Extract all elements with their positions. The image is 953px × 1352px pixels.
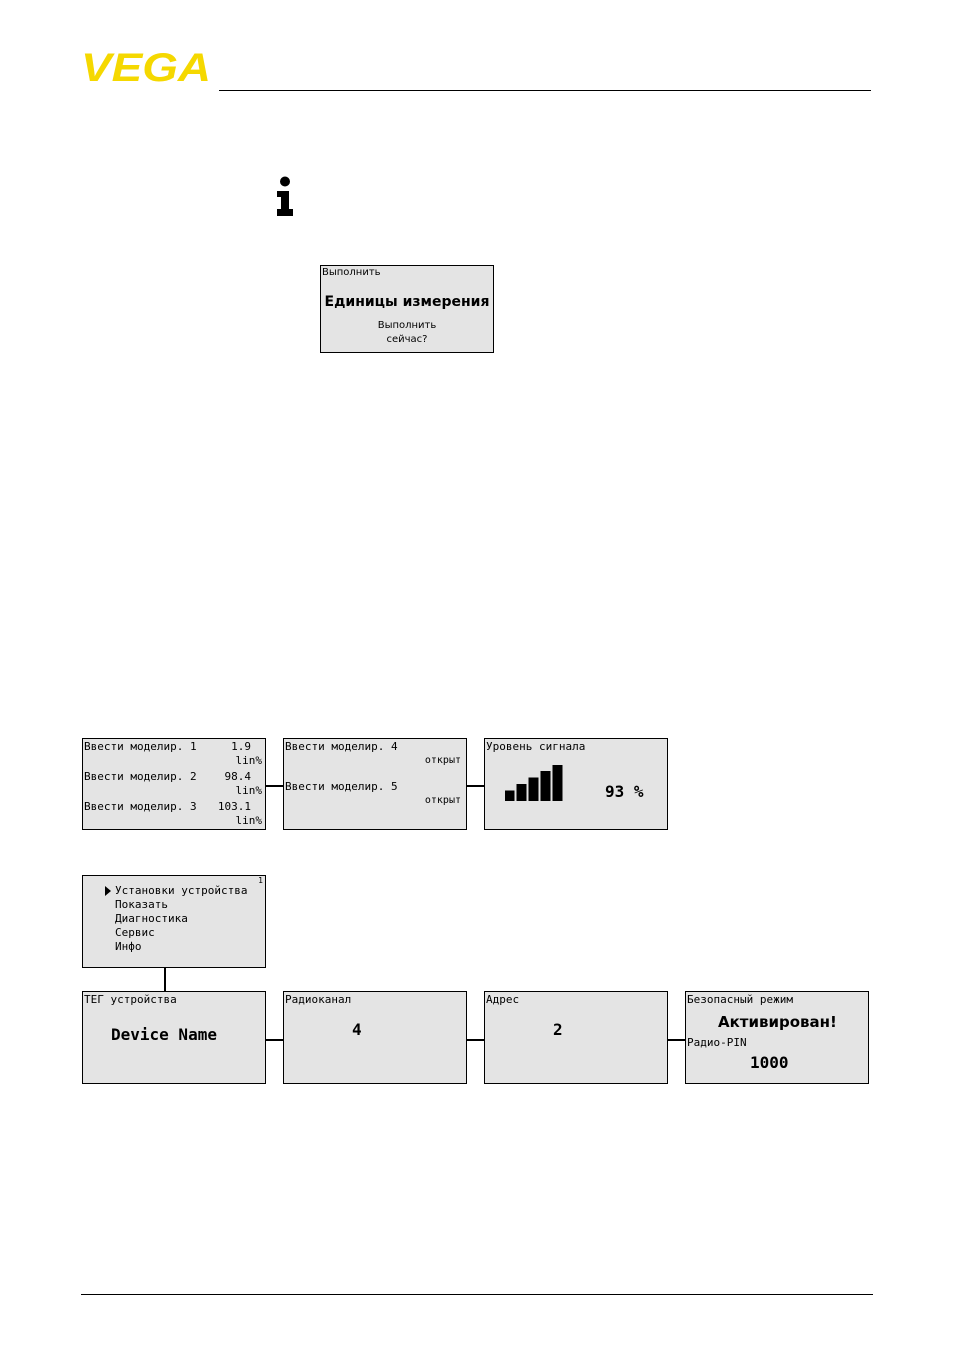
signal-title: Уровень сигнала [486,740,586,753]
vega-logo [81,50,211,84]
dialog-title: Единицы измерения [324,294,490,310]
signal-level-screen [484,738,668,830]
svg-text:VEGA: VEGA [81,50,211,84]
sim-row-5-status: открыт [424,795,461,806]
signal-value: 93 % [605,782,644,801]
safe-mode-title: Безопасный режим [687,993,793,1006]
sim-row-4-status: открыт [424,755,461,766]
menu-selection-arrow-icon [105,886,111,896]
connector [467,1039,484,1041]
device-tag-value: Device Name [111,1025,217,1044]
radio-pin-label: Радио-PIN [687,1036,747,1049]
confirm-dialog [320,265,494,353]
menu-item-display[interactable]: Показать [115,898,168,911]
address-screen [484,991,668,1084]
radio-channel-value: 4 [352,1020,362,1039]
connector [266,1039,283,1041]
signal-bar-3 [529,778,538,801]
device-tag-screen [82,991,266,1084]
safe-mode-status: Активирован! [718,1013,837,1031]
menu-item-diagnostics[interactable]: Диагностика [115,912,188,925]
sim-row-2-unit: lin% [235,784,262,797]
menu-item-service[interactable]: Сервис [115,926,155,939]
sim-row-5-label: Ввести моделир. 5 [285,780,398,793]
sim-row-3-value: 103.1 [217,800,251,813]
menu-item-info[interactable]: Инфо [115,940,142,953]
safe-mode-screen [685,991,869,1084]
menu-page-number: 1 [258,876,263,885]
menu-item-device-settings[interactable]: Установки устройства [115,884,248,897]
sim-row-3-unit: lin% [235,814,262,827]
sim-row-4-label: Ввести моделир. 4 [285,740,398,753]
sim-row-1-value: 1.9 [231,740,251,753]
connector [164,968,166,991]
sim-row-3-label: Ввести моделир. 3 [84,800,197,813]
signal-bar-2 [517,785,526,802]
main-menu-screen [82,875,266,968]
connector [467,785,484,787]
sim-row-2-value: 98.4 [224,770,251,783]
simulation-screen-1 [82,738,266,830]
radio-pin-value: 1000 [750,1053,789,1072]
radio-channel-title: Радиоканал [285,993,352,1006]
connector [266,785,283,787]
device-tag-title: ТЕГ устройства [84,993,177,1006]
radio-channel-screen [283,991,467,1084]
address-title: Адрес [486,993,520,1006]
sim-row-2-label: Ввести моделир. 2 [84,770,197,783]
signal-bar-1 [505,791,514,801]
sim-row-1-label: Ввести моделир. 1 [84,740,197,753]
dialog-header: Выполнить [322,267,381,278]
dialog-question-line2: сейчас? [386,334,428,345]
info-icon [272,176,298,218]
simulation-screen-2 [283,738,467,830]
address-value: 2 [553,1020,563,1039]
signal-bar-4 [541,772,550,802]
signal-bars-icon [505,765,567,801]
footer-rule [81,1294,873,1295]
signal-bar-5 [553,765,562,801]
connector [668,1039,685,1041]
dialog-question-line1: Выполнить [377,320,437,331]
sim-row-1-unit: lin% [235,754,262,767]
header-rule [219,90,871,91]
